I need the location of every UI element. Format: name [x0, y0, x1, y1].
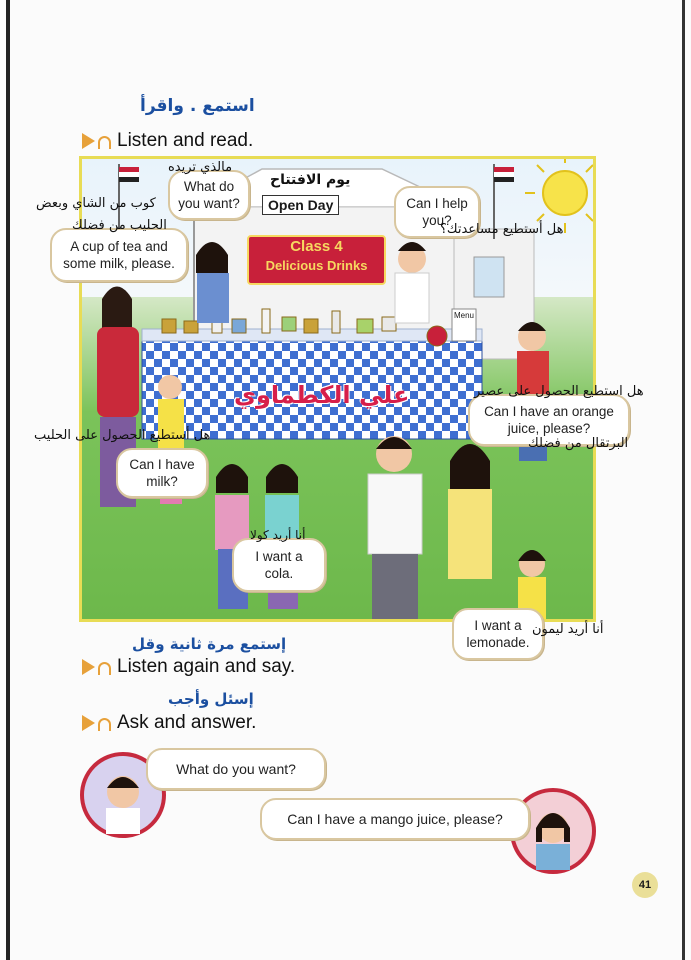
section1-heading: [82, 130, 253, 152]
section1-arabic: استمع . واقرأ: [140, 96, 255, 116]
section3-arabic: إسئل وأجب: [168, 690, 254, 708]
note-orange-juice-2: البرتقال من فضلك: [528, 436, 629, 451]
open-day-banner: Open Day: [262, 195, 339, 215]
menu-label: Menu: [453, 311, 474, 320]
bubble-answer: Can I have a mango juice, please?: [260, 798, 530, 840]
section2-heading: [82, 656, 295, 678]
play-icon[interactable]: [82, 659, 95, 675]
note-cup-of-tea-1: كوب من الشاي وبعض: [36, 196, 156, 211]
bubble-orange-juice: Can I have an orange juice, please?: [468, 394, 630, 446]
note-can-i-help: هل أستطيع مساعدتك؟: [440, 222, 564, 237]
section3-heading: [82, 712, 256, 734]
sign-line-2: Delicious Drinks: [265, 258, 368, 273]
note-cola: أنا أريد كولا: [250, 528, 306, 542]
bubble-what-do-you-want: What do you want?: [168, 170, 250, 220]
page-left-edge: [6, 0, 10, 960]
bubble-want-cola: I want a cola.: [232, 538, 326, 592]
headphones-icon[interactable]: [98, 136, 111, 149]
note-orange-juice-1: هل استطيع الحصول على عصير: [474, 384, 644, 399]
bubble-want-lemonade: I want a lemonade.: [452, 608, 544, 660]
section3-title: Ask and answer.: [117, 712, 257, 733]
note-lemonade: أنا أريد ليمون: [532, 622, 604, 637]
bubble-question: What do you want?: [146, 748, 326, 790]
headphones-icon[interactable]: [98, 662, 111, 675]
class-4-sign: [247, 235, 386, 285]
note-cup-of-tea-2: الحليب من فضلك: [72, 218, 167, 233]
stall-girl-figure: [196, 242, 229, 323]
play-icon[interactable]: [82, 715, 95, 731]
man-figure: [368, 436, 422, 622]
headphones-icon[interactable]: [98, 718, 111, 731]
bubble-can-i-have-milk: Can I have milk?: [116, 448, 208, 498]
section2-title: Listen again and say.: [117, 656, 296, 677]
play-icon[interactable]: [82, 133, 95, 149]
section2-arabic: إستمع مرة ثانية وقل: [132, 635, 287, 653]
note-milk: هل أستطيع الحصول على الحليب: [34, 428, 211, 443]
bubble-can-i-help: Can I help you?: [394, 186, 480, 238]
note-what-do-you-want: مالذي تريده: [168, 160, 233, 175]
page-right-edge: [682, 0, 685, 960]
page-number: 41: [632, 872, 658, 898]
bubble-cup-of-tea: A cup of tea and some milk, please.: [50, 228, 188, 282]
sign-line-1: Class 4: [290, 238, 343, 255]
watermark-text: علي الكطماوي: [234, 381, 410, 409]
stall-boy-figure: [395, 242, 429, 323]
note-open-day: يوم الافتتاح: [270, 172, 351, 188]
woman-right-figure: [448, 444, 492, 579]
section1-title: Listen and read.: [117, 130, 254, 151]
